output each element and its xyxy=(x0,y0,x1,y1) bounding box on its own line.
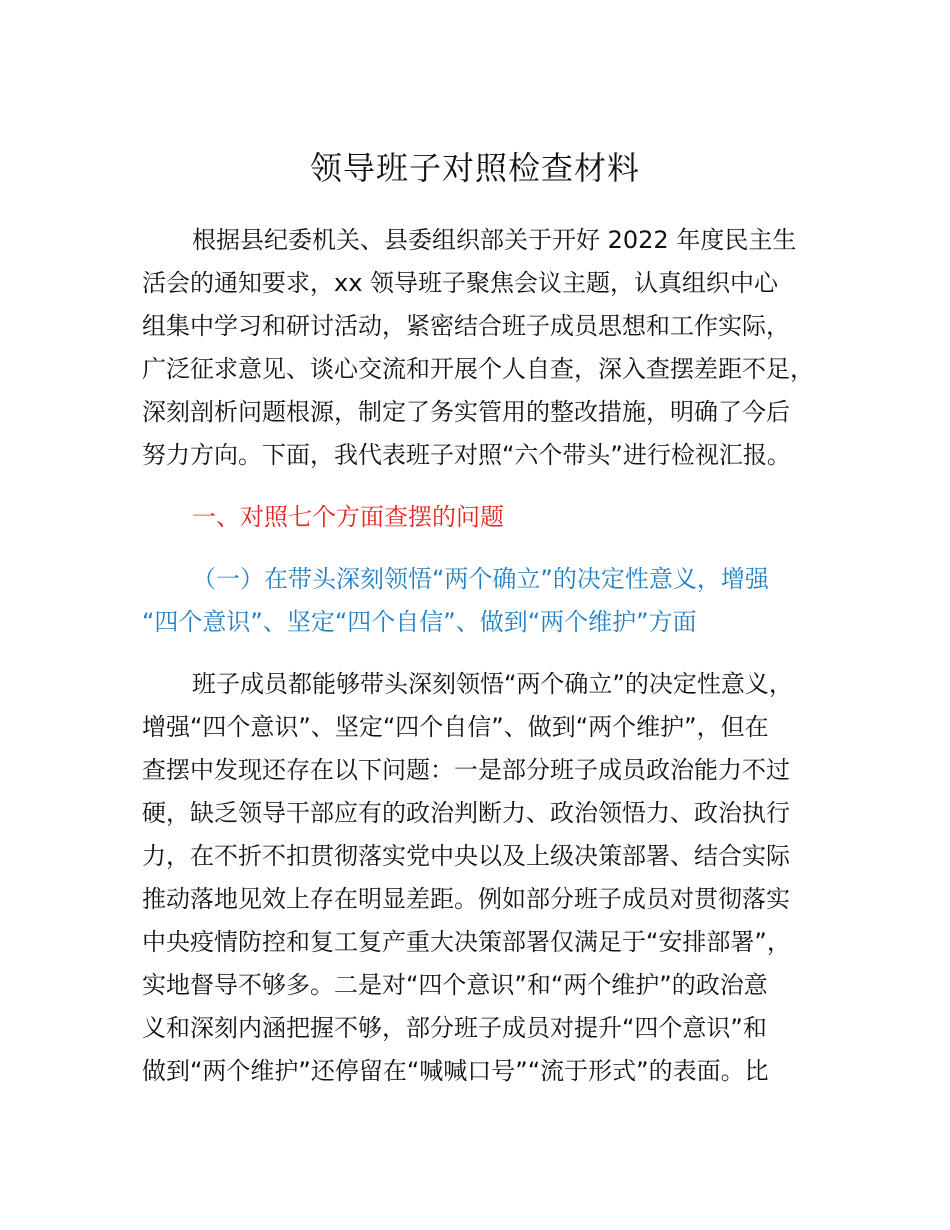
body-line: 实地督导不够多。二是对“四个意识”和“两个维护”的政治意 xyxy=(142,971,768,999)
intro-line: 活会的通知要求，xx 领导班子聚焦会议主题，认真组织中心 xyxy=(142,269,779,297)
subsection-heading-line: （一）在带头深刻领悟“两个确立”的决定性意义，增强 xyxy=(192,565,769,593)
body-line: 中央疫情防控和复工复产重大决策部署仅满足于“安排部署”， xyxy=(142,928,791,956)
intro-line: 努力方向。下面，我代表班子对照“六个带头”进行检视汇报。 xyxy=(142,441,791,469)
document-title: 领导班子对照检查材料 xyxy=(309,149,640,187)
subsection-heading-line: “四个意识”、坚定“四个自信”、做到“两个维护”方面 xyxy=(142,608,697,636)
body-line: 查摆中发现还存在以下问题：一是部分班子成员政治能力不过 xyxy=(142,756,790,784)
intro-line: 根据县纪委机关、县委组织部关于开好 2022 年度民主生 xyxy=(192,226,797,254)
intro-line: 组集中学习和研讨活动，紧密结合班子成员思想和工作实际， xyxy=(142,312,790,340)
body-line: 硬，缺乏领导干部应有的政治判断力、政治领悟力、政治执行 xyxy=(142,799,790,827)
body-line: 推动落地见效上存在明显差距。例如部分班子成员对贯彻落实 xyxy=(142,885,790,913)
body-line: 班子成员都能够带头深刻领悟“两个确立”的决定性意义， xyxy=(192,670,793,698)
body-line: 增强“四个意识”、坚定“四个自信”、做到“两个维护”，但在 xyxy=(142,713,769,741)
body-line: 力，在不折不扣贯彻落实党中央以及上级决策部署、结合实际 xyxy=(142,842,790,870)
body-line: 做到“两个维护”还停留在“喊喊口号”“流于形式”的表面。比 xyxy=(142,1057,769,1085)
body-line: 义和深刻内涵把握不够，部分班子成员对提升“四个意识”和 xyxy=(142,1014,767,1042)
section-heading: 一、对照七个方面查摆的问题 xyxy=(192,503,504,531)
intro-line: 深刻剖析问题根源，制定了务实管用的整改措施，明确了今后 xyxy=(142,398,790,426)
intro-line: 广泛征求意见、谈心交流和开展个人自查，深入查摆差距不足， xyxy=(142,355,814,383)
